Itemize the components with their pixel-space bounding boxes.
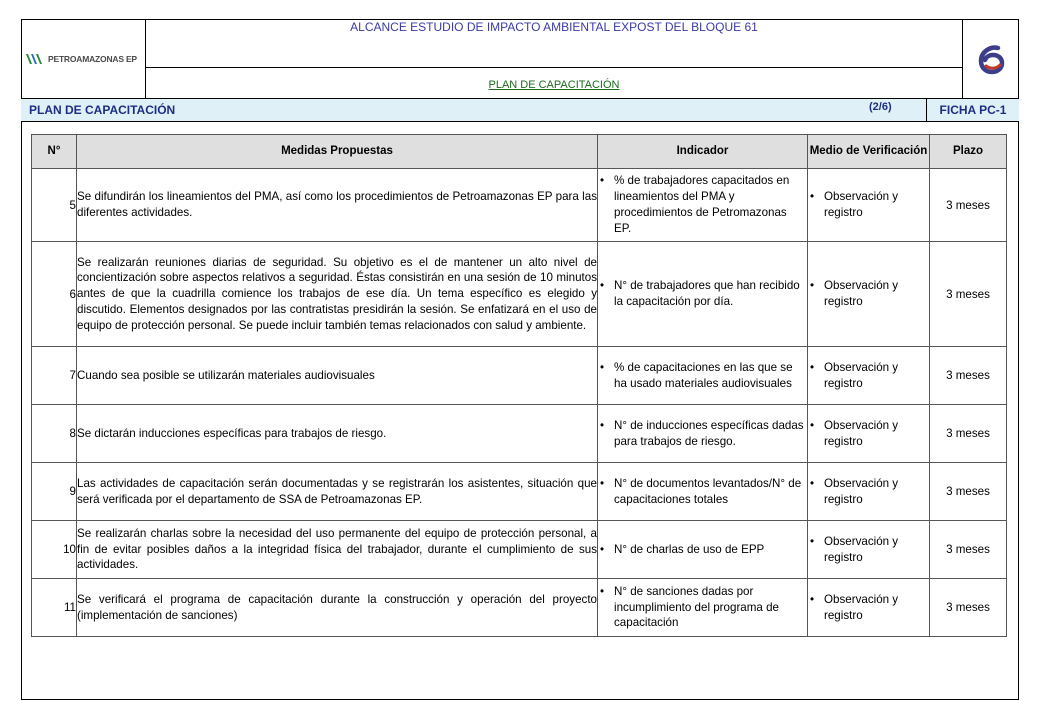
row-indicator: • % de capacitaciones en las que se ha usado materiales audiovisuales	[598, 360, 807, 392]
document-title: ALCANCE ESTUDIO DE IMPACTO AMBIENTAL EXPOST DEL BLOQUE 61	[146, 19, 962, 68]
row-measure: Se dictarán inducciones específicas para trabajos de riesgo.	[77, 405, 598, 463]
table-header-row	[32, 135, 1007, 169]
col-header-verification: Medio de Verificación	[808, 135, 930, 169]
row-measure: Se verificará el programa de capacitación durante la construcción y operación del proyecto (implementación de sanciones)	[77, 579, 598, 637]
row-number: 7	[32, 347, 77, 405]
row-verification: • Observación y registro	[808, 592, 929, 624]
row-number: 6	[32, 242, 77, 347]
table-row	[32, 463, 1007, 521]
row-indicator: • N° de charlas de uso de EPP	[598, 542, 807, 558]
row-term: 3 meses	[930, 521, 1007, 579]
row-verification: • Observación y registro	[808, 534, 929, 566]
row-term: 3 meses	[930, 405, 1007, 463]
row-indicator: • N° de trabajadores que han recibido la capacitación por día.	[598, 278, 807, 310]
table-row	[32, 169, 1007, 242]
col-header-indicator: Indicador	[598, 135, 808, 169]
brand-six-icon	[974, 42, 1008, 76]
row-verification: • Observación y registro	[808, 476, 929, 508]
company-logo	[21, 19, 146, 98]
document-header	[21, 19, 1019, 98]
row-measure: Cuando sea posible se utilizarán materiales audiovisuales	[77, 347, 598, 405]
section-band	[21, 98, 1019, 122]
row-number: 9	[32, 463, 77, 521]
row-number: 8	[32, 405, 77, 463]
table-row	[32, 579, 1007, 637]
row-verification: • Observación y registro	[808, 189, 929, 221]
table-row	[32, 347, 1007, 405]
table-row	[32, 242, 1007, 347]
row-indicator: • N° de inducciones específicas dadas para trabajos de riesgo.	[598, 418, 807, 450]
row-term: 3 meses	[930, 169, 1007, 242]
row-verification: • Observación y registro	[808, 360, 929, 392]
row-measure: Se realizarán reuniones diarias de seguridad. Su objetivo es el de mantener un alto nivel de concientización sobre aspectos relativos a seguridad. Éstas consistirán en una sesión de 10 minutos antes de que la cuadrilla comience los trabajos de ese día. Un tema específico es elegido y discutido. Elementos designados por las contratistas presidirán la sesión. Se enfatizará en el uso de equipo de protección personal. Se puede incluir también temas relacionados con salud y ambiente.	[77, 242, 598, 347]
row-verification: • Observación y registro	[808, 418, 929, 450]
row-term: 3 meses	[930, 242, 1007, 347]
table-row	[32, 521, 1007, 579]
measures-table	[31, 134, 1007, 637]
row-term: 3 meses	[930, 463, 1007, 521]
ficha-code: FICHA PC-1	[927, 99, 1019, 121]
row-indicator: • N° de sanciones dadas por incumplimiento del programa de capacitación	[598, 584, 807, 631]
section-title: PLAN DE CAPACITACIÓN	[29, 103, 176, 117]
row-measure: Se difundirán los lineamientos del PMA, así como los procedimientos de Petroamazonas EP para las diferentes actividades.	[77, 169, 598, 242]
row-indicator: • % de trabajadores capacitados en lineamientos del PMA y procedimientos de Petromazonas EP.	[598, 173, 807, 236]
row-number: 5	[32, 169, 77, 242]
row-measure: Las actividades de capacitación serán documentadas y se registrarán los asistentes, situación que será verificada por el departamento de SSA de Petroamazonas EP.	[77, 463, 598, 521]
table-row	[32, 405, 1007, 463]
row-number: 10	[32, 521, 77, 579]
petroamazonas-logo-icon	[25, 52, 45, 66]
company-name: PETROAMAZONAS EP	[48, 53, 137, 64]
row-measure: Se realizarán charlas sobre la necesidad del uso permanente del equipo de protección personal, a fin de evitar posibles daños a la integridad física del trabajador, durante el cumplimiento de sus actividades.	[77, 521, 598, 579]
col-header-term: Plazo	[930, 135, 1007, 169]
brand-mark	[962, 19, 1019, 98]
row-term: 3 meses	[930, 347, 1007, 405]
col-header-measures: Medidas Propuestas	[77, 135, 598, 169]
document-subtitle: PLAN DE CAPACITACIÓN	[488, 79, 620, 91]
row-term: 3 meses	[930, 579, 1007, 637]
row-indicator: • N° de documentos levantados/N° de capacitaciones totales	[598, 476, 807, 508]
section-bar	[21, 99, 927, 121]
page-indicator: (2/6)	[869, 101, 892, 113]
row-number: 11	[32, 579, 77, 637]
row-verification: • Observación y registro	[808, 278, 929, 310]
col-header-number: N°	[32, 135, 77, 169]
